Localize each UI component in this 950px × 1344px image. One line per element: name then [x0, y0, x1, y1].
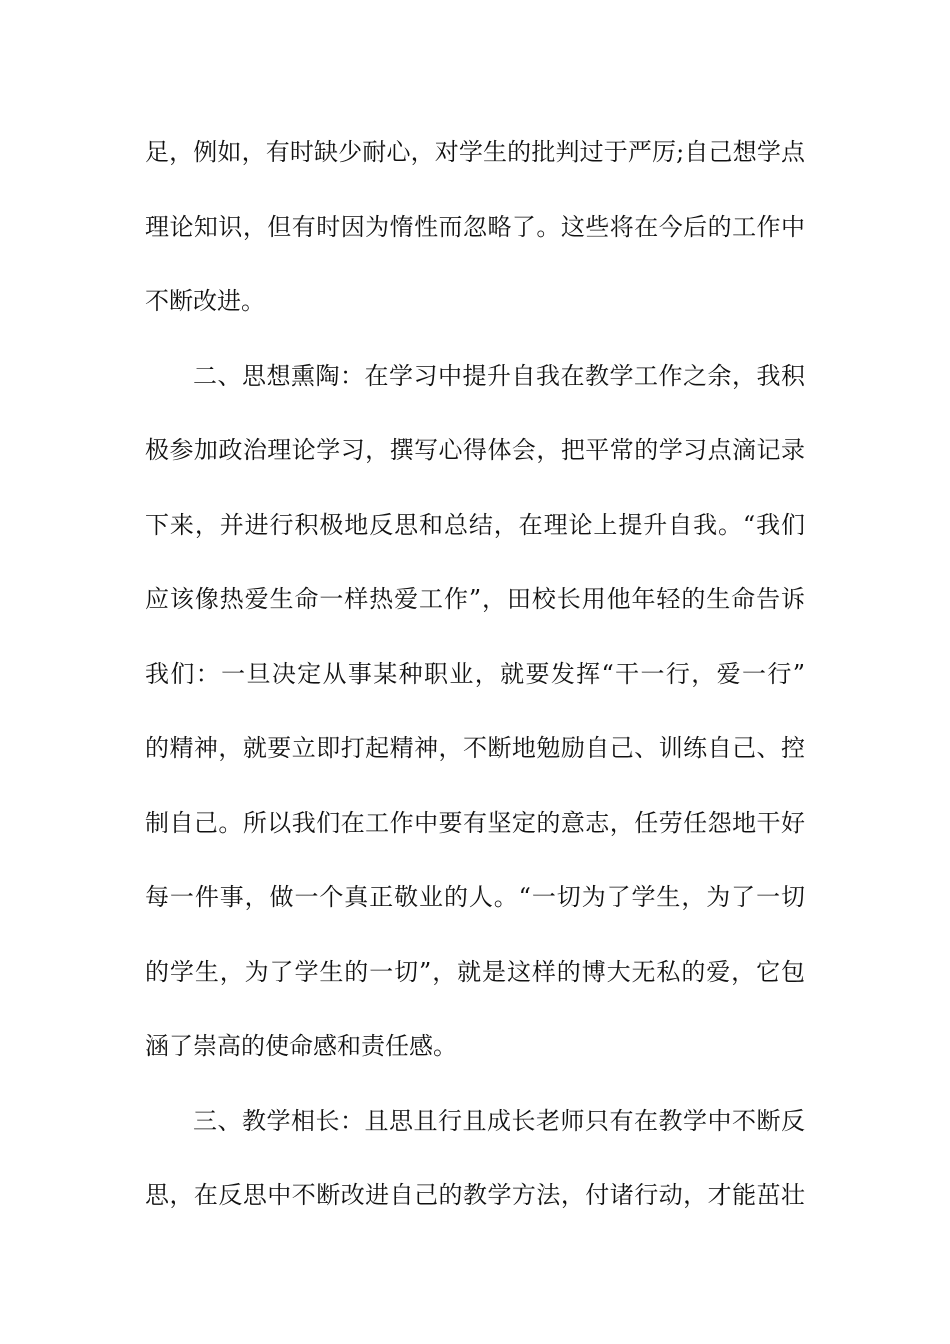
- paragraph-3: [145, 1096, 805, 1221]
- paragraph-2: [145, 351, 805, 1072]
- text-line: 下来，并进行积极地反思和总结，在理论上提升自我。“我们: [145, 510, 805, 539]
- text-line: 足，例如，有时缺少耐心，对学生的批判过于严厉;自己想学点: [145, 138, 805, 166]
- document-body: [145, 127, 805, 1245]
- text-line: 我们：一旦决定从事某种职业，就要发挥“干一行，爱一行”: [145, 659, 805, 688]
- text-line: 二、思想熏陶：在学习中提升自我在教学工作之余，我积: [193, 361, 805, 390]
- text-line: 不断改进。: [145, 287, 265, 315]
- text-line: 思，在反思中不断改进自己的教学方法，付诸行动，才能茁壮: [145, 1181, 805, 1209]
- text-line: 的学生，为了学生的一切”，就是这样的博大无私的爱，它包: [145, 957, 805, 986]
- text-line: 应该像热爱生命一样热爱工作”，田校长用他年轻的生命告诉: [145, 585, 805, 613]
- text-line: 三、教学相长：且思且行且成长老师只有在教学中不断反: [193, 1106, 805, 1135]
- text-line: 的精神，就要立即打起精神，不断地勉励自己、训练自己、控: [145, 734, 805, 762]
- text-line: 每一件事，做一个真正敬业的人。“一切为了学生，为了一切: [145, 883, 805, 911]
- text-line: 涵了崇高的使命感和责任感。: [145, 1032, 457, 1060]
- text-line: 制自己。所以我们在工作中要有坚定的意志，任劳任怨地干好: [145, 808, 805, 837]
- paragraph-1: [145, 127, 805, 326]
- text-line: 极参加政治理论学习，撰写心得体会，把平常的学习点滴记录: [145, 436, 805, 464]
- text-line: 理论知识，但有时因为惰性而忽略了。这些将在今后的工作中: [145, 212, 805, 241]
